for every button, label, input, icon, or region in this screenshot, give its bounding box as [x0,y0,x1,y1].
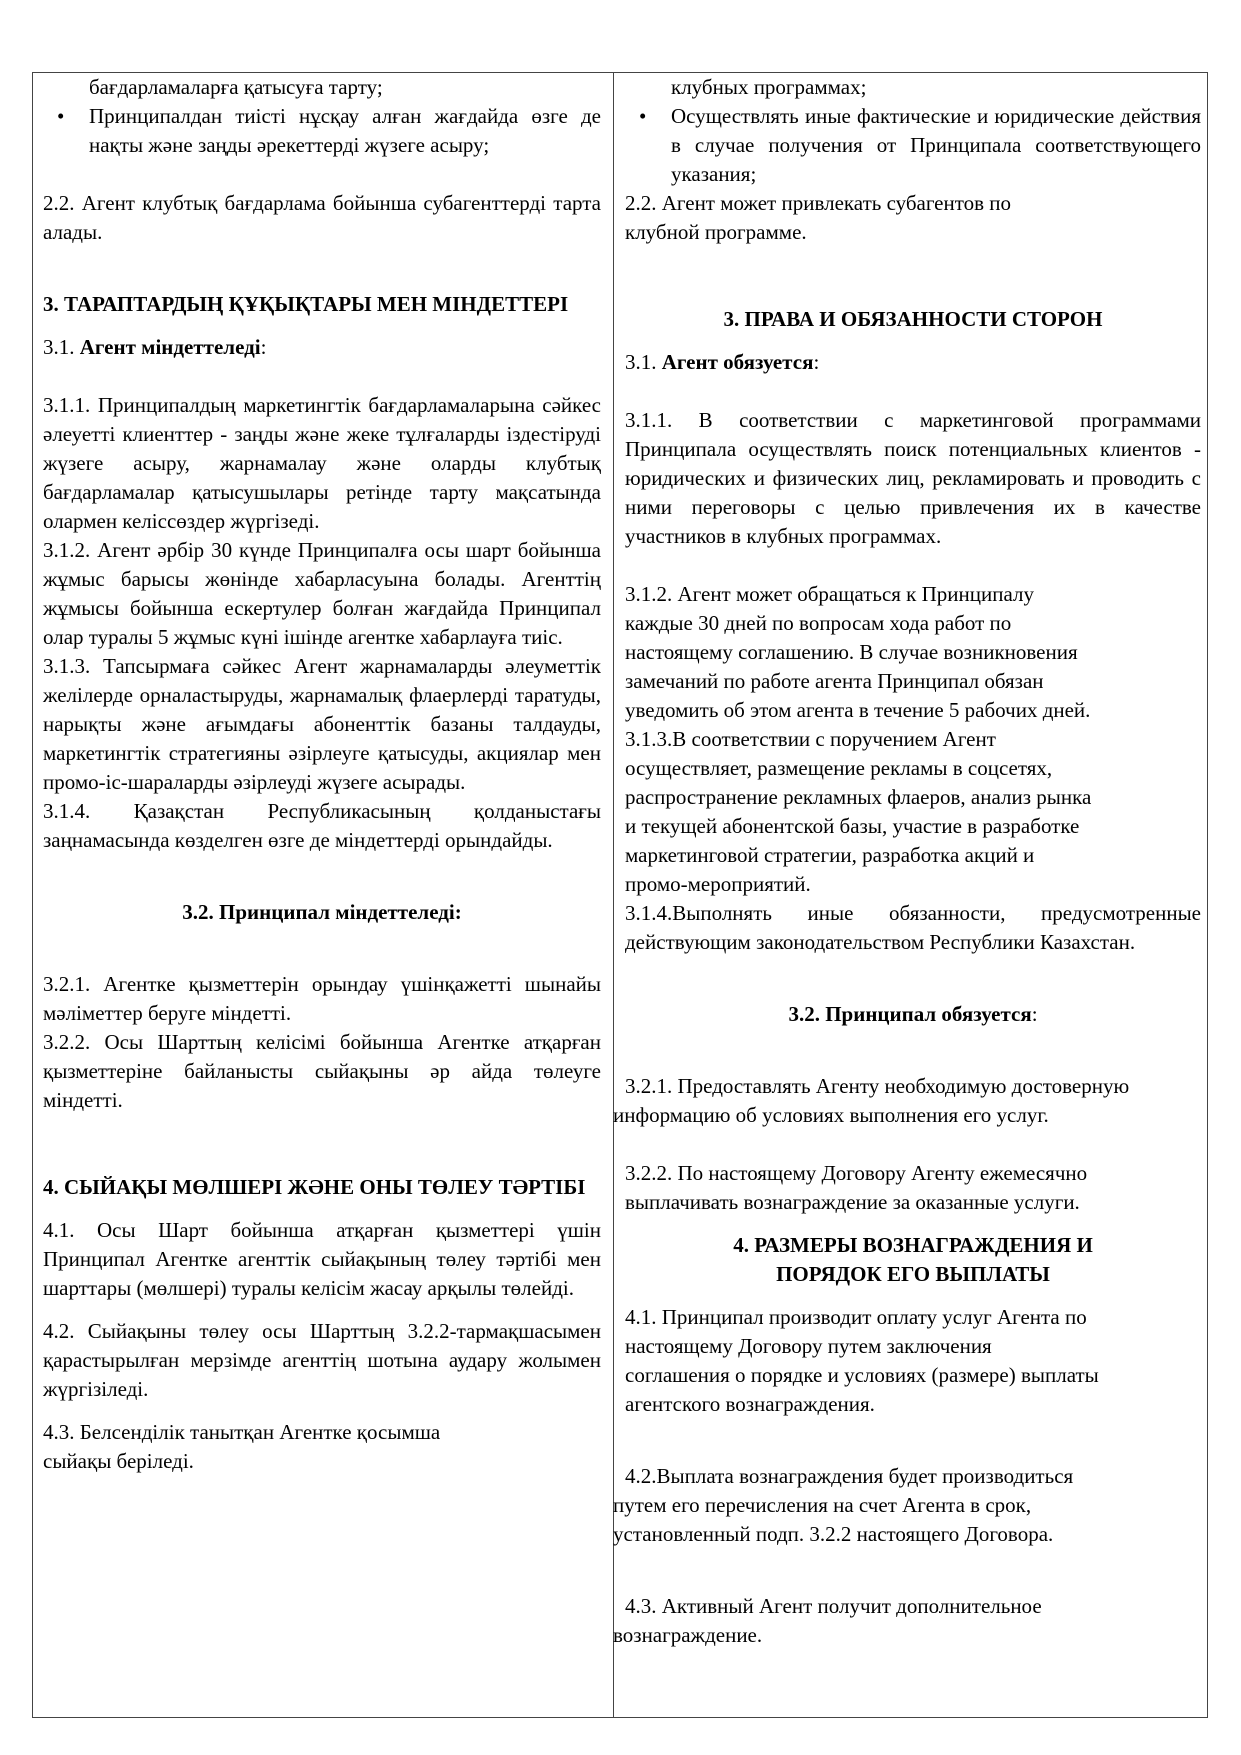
clause-2-2: 2.2. Агент клубтық бағдарлама бойынша субагенттерді тарта алады. [43,191,601,244]
clause-3-2-1-line-1: 3.2.1. Предоставлять Агенту необходимую достоверную [625,1074,1130,1098]
bullet-text: Принципалдан тиісті нұсқау алған жағдайда өзге де нақты және заңды әрекеттерді жүзеге асыру; [89,104,601,157]
clause-3-2-2: 3.2.2. Осы Шарттың келісімі бойынша Агентке атқарған қызметтеріне байланысты сыйақыны әр айда төлеуге міндетті. [43,1030,601,1112]
section-4-heading-line-2: ПОРЯДОК ЕГО ВЫПЛАТЫ [776,1262,1050,1286]
list-item-continuation: бағдарламаларға қатысуға тарту; [89,75,383,99]
clause-3-1-1: 3.1.1. В соответствии с маркетинговой программами Принципала осуществлять поиск потенциальных клиентов - юридических и физических лиц, рекламировать и проводить с ними переговоры с целью привлечения их в качестве участников в клубных программах. [625,408,1201,548]
clause-3-2-1: 3.2.1. Агентке қызметтерін орындау үшінқажетті шынайы мәліметтер беруге міндетті. [43,972,601,1025]
clause-3-1-4: 3.1.4.Выполнять иные обязанности, предусмотренные действующим законодательством Республики Казахстан. [625,901,1201,954]
clause-3-1-1: 3.1.1. Принципалдың маркетингтік бағдарламаларына сәйкес әлеуетті клиенттер - заңды және жеке тұлғаларды іздестіруді жүзеге асыру, жарнамалау және оларды клубтық бағдарламалар қатысушылары ретінде тарту мақсатында олармен келіссөздер жүргізеді. [43,393,601,533]
clause-4-2: 4.2.Выплата вознаграждения будет производиться путем его перечисления на счет Агента в срок, установленный подп. 3.2.2 настоящего Договора. [613,1464,1074,1546]
bullet-icon: • [57,104,65,128]
two-column-table [32,72,1208,1718]
bullet-icon: • [639,104,647,128]
clause-3-1-4: 3.1.4. Қазақстан Республикасының қолданыстағы заңнамасында көзделген өзге де міндеттерді орындайды. [43,799,601,852]
clause-2-2-line-1: 2.2. Агент может привлекать субагентов по [625,191,1012,215]
section-4-heading-line-1: 4. РАЗМЕРЫ ВОЗНАГРАЖДЕНИЯ И [733,1233,1093,1257]
bullet-item [43,102,601,160]
section-4-heading: 4. СЫЙАҚЫ МӨЛШЕРІ ЖӘНЕ ОНЫ ТӨЛЕУ ТӘРТІБІ [43,1175,586,1199]
clause-3-2-1-line-2: информацию об условиях выполнения его услуг. [613,1103,1049,1127]
clause-4-3: 4.3. Активный Агент получит дополнительное вознаграждение. [613,1594,1042,1647]
kazakh-column [43,73,601,1476]
clause-4-1: 4.1. Принципал производит оплату услуг Агента по настоящему Договору путем заключения соглашения о порядке и условиях (размере) выплаты агентского вознаграждения. [625,1305,1099,1416]
column-divider [613,73,614,1717]
clause-4-2: 4.2. Сыйақыны төлеу осы Шарттың 3.2.2-тармақшасымен қарастырылған мерзімде агенттің шотына аудару жолымен жүргізіледі. [43,1319,601,1401]
clause-4-3-line-1: 4.3. Белсенділік танытқан Агентке қосымша [43,1420,441,1444]
russian-column [613,73,1201,1650]
clause-3-1-2: 3.1.2. Агент әрбір 30 күнде Принципалға осы шарт бойынша жұмыс барысы жөнінде хабарласуына болады. Агенттің жұмысы бойынша ескертулер болған жағдайда Принципал олар туралы 5 жұмыс күні ішінде агентке хабарлауға тиіс. [43,538,601,649]
clause-4-1: 4.1. Осы Шарт бойынша атқарған қызметтері үшін Принципал Агентке агенттік сыйақының төлеу тәртібі мен шарттары (мөлшері) туралы келісім жасау арқылы төлейді. [43,1218,601,1300]
clause-3-1-3: 3.1.3. Тапсырмаға сәйкес Агент жарнамаларды әлеуметтік желілерде орналастыруды, жарнамалық флаерлерді таратуды, нарықты және ағымдағы абоненттік базаны талдауды, маркетингтік стратегияны әзірлеуге қатысуды, акциялар мен промо-іс-шараларды әзірлеуді жүзеге асырады. [43,654,601,794]
clause-2-2-line-2: клубной программе. [625,220,807,244]
clause-3-1-heading: 3.1. Агент обязуется: [625,350,820,374]
clause-3-2-heading: 3.2. Принципал міндеттеледі: [182,900,462,924]
clause-3-2-2-line-1: 3.2.2. По настоящему Договору Агенту ежемесячно [625,1161,1088,1185]
clause-3-1-2: 3.1.2. Агент может обращаться к Принципалу каждые 30 дней по вопросам хода работ по настоящему соглашению. В случае возникновения замечаний по работе агента Принципал обязан уведомить об этом агента в течение 5 рабочих дней. [625,582,1091,722]
clause-3-1-3: 3.1.3.В соответствии с поручением Агент осуществляет, размещение рекламы в соцсетях, распространение рекламных флаеров, анализ рынка и текущей абонентской базы, участие в разработке маркетинговой стратегии, разработка акций и промо-мероприятий. [625,727,1092,896]
section-3-heading: 3. ТАРАПТАРДЫҢ ҚҰҚЫҚТАРЫ МЕН МІНДЕТТЕРІ [43,292,569,316]
clause-3-2-heading: 3.2. Принципал обязуется: [788,1002,1038,1026]
bullet-item [625,102,1201,189]
list-item-continuation: клубных программах; [671,75,867,99]
clause-3-2-2-line-2: выплачивать вознаграждение за оказанные услуги. [625,1190,1080,1214]
section-3-heading: 3. ПРАВА И ОБЯЗАННОСТИ СТОРОН [723,307,1103,331]
clause-4-3-line-2: сыйақы беріледі. [43,1449,194,1473]
bullet-text: Осуществлять иные фактические и юридические действия в случае получения от Принципала соответствующего указания; [671,104,1201,186]
clause-3-1-heading: 3.1. Агент міндеттеледі: [43,335,267,359]
